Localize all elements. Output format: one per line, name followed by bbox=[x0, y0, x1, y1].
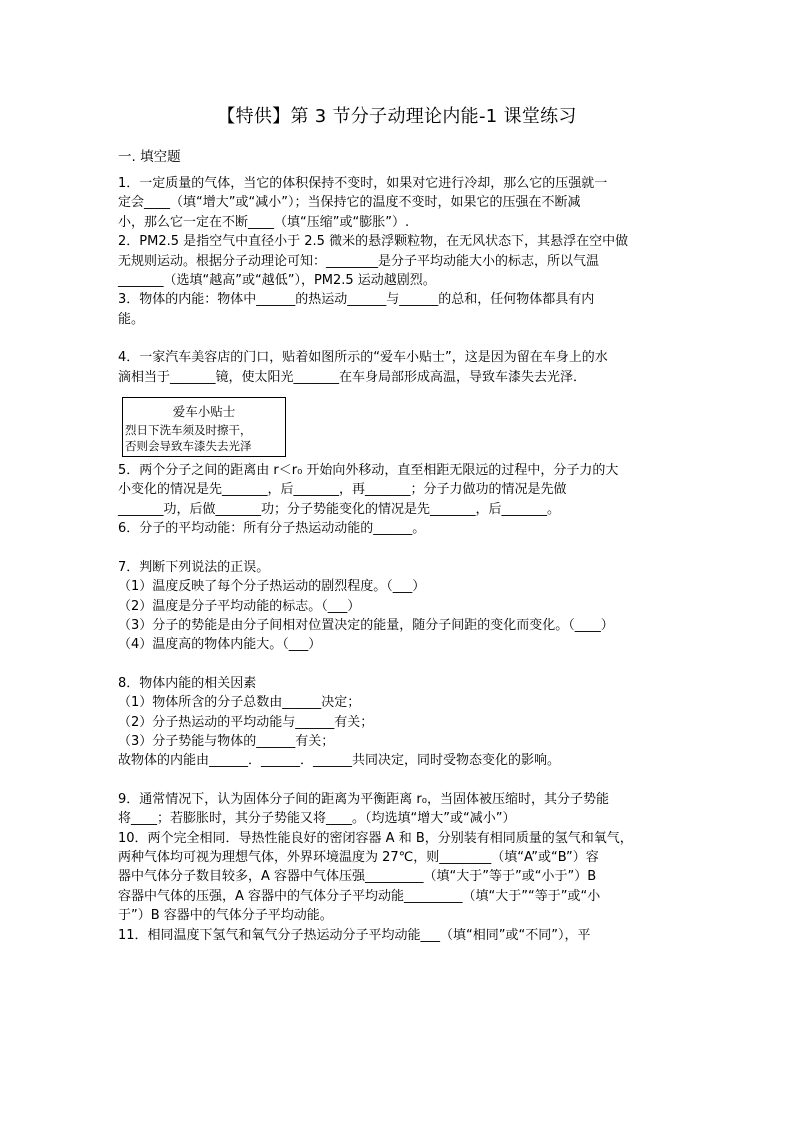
question-1 bbox=[118, 174, 683, 232]
question-line: 滴相当于_______镜，使太阳光_______在车身局部形成高温，导致车漆失去光泽． bbox=[118, 369, 587, 385]
question-8 bbox=[118, 674, 683, 771]
car-tips-notice-box bbox=[122, 397, 286, 457]
spacer bbox=[118, 771, 683, 790]
question-line: （1）温度反映了每个分子热运动的剧烈程度。（___） bbox=[118, 579, 426, 595]
question-line: 8．物体内能的相关因素 bbox=[118, 675, 257, 691]
question-line: （2）温度是分子平均动能的标志。（___） bbox=[118, 598, 361, 614]
question-line: 定会____（填“增大”或“减小”）；当保持它的温度不变时，如果它的压强在不断减 bbox=[118, 195, 581, 211]
question-line: 故物体的内能由______．______．______共同决定，同时受物态变化的影响。 bbox=[118, 753, 561, 769]
question-3 bbox=[118, 290, 683, 329]
question-line: （2）分子热运动的平均动能与______有关； bbox=[118, 714, 374, 730]
question-2 bbox=[118, 232, 683, 290]
worksheet-content bbox=[118, 146, 683, 945]
question-line: （4）温度高的物体内能大。（___） bbox=[118, 637, 322, 653]
question-line: 3．物体的内能：物体中______的热运动______与______的总和，任何物体都具有内 bbox=[118, 292, 595, 308]
question-5 bbox=[118, 461, 683, 519]
question-line: 11．相同温度下氢气和氧气分子热运动分子平均动能___（填“相同”或“不同”），平 bbox=[118, 927, 591, 943]
notice-line: 烈日下洗车须及时擦干， bbox=[125, 423, 252, 438]
notice-title: 爱车小贴士 bbox=[172, 404, 236, 420]
question-line: 小，那么它一定在不断____（填“压缩”或“膨胀”）. bbox=[118, 214, 410, 230]
question-line: 小变化的情况是先_______，后_______，再_______；分子力做功的情况是先做 bbox=[118, 482, 567, 498]
question-line: （3）分子势能与物体的______有关； bbox=[118, 733, 335, 749]
question-line: 能。 bbox=[118, 311, 145, 327]
question-line: 容器中气体的压强，A 容器中的气体分子平均动能_________（填“大于”“等于”或“小 bbox=[118, 888, 601, 904]
question-9 bbox=[118, 790, 683, 829]
question-6 bbox=[118, 519, 683, 538]
question-line: 无规则运动。根据分子动理论可知：________是分子平均动能大小的标志，所以气温 bbox=[118, 253, 600, 269]
notice-line: 否则会导致车漆失去光泽 bbox=[125, 439, 252, 454]
question-11 bbox=[118, 926, 683, 945]
question-line: 10．两个完全相同．导热性能良好的密闭容器 A 和 B，分别装有相同质量的氢气和氧气， bbox=[118, 830, 633, 846]
question-line: 4．一家汽车美容店的门口，贴着如图所示的“爱车小贴士”，这是因为留在车身上的水 bbox=[118, 350, 608, 366]
question-line: 2．PM2.5 是指空气中直径小于 2.5 微米的悬浮颗粒物，在无风状态下，其悬浮在空中做 bbox=[118, 234, 629, 250]
question-line: 将____；若膨胀时，其分子势能又将____。（均选填“增大”或“减小”） bbox=[118, 811, 516, 827]
page-title: 【特供】第 3 节分子动理论内能-1 课堂练习 bbox=[217, 106, 577, 127]
section-heading: 一. 填空题 bbox=[118, 149, 181, 165]
spacer bbox=[118, 655, 683, 674]
question-4 bbox=[118, 348, 683, 387]
question-line: 于”）B 容器中的气体分子平均动能。 bbox=[118, 908, 333, 924]
question-7 bbox=[118, 558, 683, 655]
question-line: 5．两个分子之间的距离由 r＜r₀ 开始向外移动，直至相距无限远的过程中，分子力的大 bbox=[118, 463, 619, 479]
question-10 bbox=[118, 829, 683, 926]
question-line: 1．一定质量的气体，当它的体积保持不变时，如果对它进行冷却，那么它的压强就一 bbox=[118, 176, 608, 191]
question-line: 9．通常情况下，认为固体分子间的距离为平衡距离 r₀，当固体被压缩时，其分子势能 bbox=[118, 791, 609, 807]
spacer bbox=[118, 539, 683, 558]
question-line: _______功，后做_______功；分子势能变化的情况是先_______，后_______。 bbox=[118, 501, 561, 517]
question-line: （3）分子的势能是由分子间相对位置决定的能量，随分子间距的变化而变化。（____） bbox=[118, 617, 614, 633]
question-line: 6．分子的平均动能：所有分子热运动动能的______。 bbox=[118, 521, 426, 537]
question-line: （1）物体所含的分子总数由______决定； bbox=[118, 695, 361, 711]
question-line: _______（选填“越高”或“越低”），PM2.5 运动越剧烈。 bbox=[118, 273, 436, 289]
question-line: 两种气体均可视为理想气体，外界环境温度为 27℃，则________（填“A”或“B”）容 bbox=[118, 849, 599, 865]
question-line: 7．判断下列说法的正误。 bbox=[118, 559, 270, 575]
question-line: 器中气体分子数目较多，A 容器中气体压强_________（填“大于”等于”或“小于”）B bbox=[118, 869, 597, 885]
spacer bbox=[118, 329, 683, 348]
